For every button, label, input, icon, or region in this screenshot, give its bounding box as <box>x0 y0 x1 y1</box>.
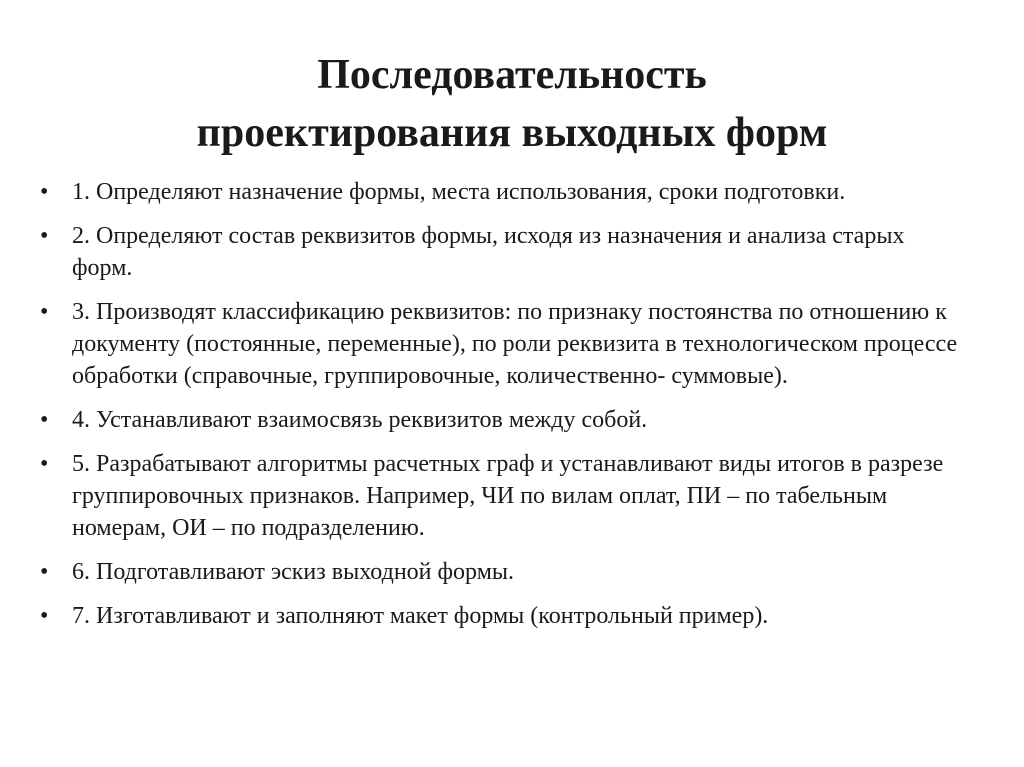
list-item-text: 2. Определяют состав реквизитов формы, исходя из назначения и анализа старых форм. <box>72 223 905 281</box>
slide-title <box>60 46 964 162</box>
list-item-text: 6. Подготавливают эскиз выходной формы. <box>72 559 515 585</box>
steps-list <box>40 176 970 644</box>
title-line-2: проектирования выходных форм <box>196 110 828 156</box>
list-item-text: 5. Разрабатывают алгоритмы расчетных граф и устанавливают виды итогов в разрезе группировочных признаков. Например, ЧИ по вилам оплат, ПИ – по табельным номерам, ОИ – по подразделению. <box>72 451 944 541</box>
list-item <box>40 296 970 392</box>
title-line-1: Последовательность <box>317 52 707 98</box>
bullet-icon: • <box>40 451 49 477</box>
bullet-icon: • <box>40 299 49 325</box>
bullet-icon: • <box>40 603 49 629</box>
list-item <box>40 600 970 632</box>
list-item <box>40 220 970 284</box>
list-item-text: 1. Определяют назначение формы, места использования, сроки подготовки. <box>72 179 846 205</box>
bullet-icon: • <box>40 179 49 205</box>
list-item <box>40 404 970 436</box>
bullet-icon: • <box>40 407 49 433</box>
list-item <box>40 556 970 588</box>
list-item-text: 3. Производят классификацию реквизитов: по признаку постоянства по отношению к документу (постоянные, переменные), по роли реквизита в технологическом процессе обработки (справочные, группировочные, количественно- суммовые). <box>72 299 958 389</box>
list-item-text: 4. Устанавливают взаимосвязь реквизитов между собой. <box>72 407 648 433</box>
list-item-text: 7. Изготавливают и заполняют макет формы (контрольный пример). <box>72 603 769 629</box>
bullet-icon: • <box>40 559 49 585</box>
bullet-icon: • <box>40 223 49 249</box>
list-item <box>40 448 970 544</box>
list-item <box>40 176 970 208</box>
